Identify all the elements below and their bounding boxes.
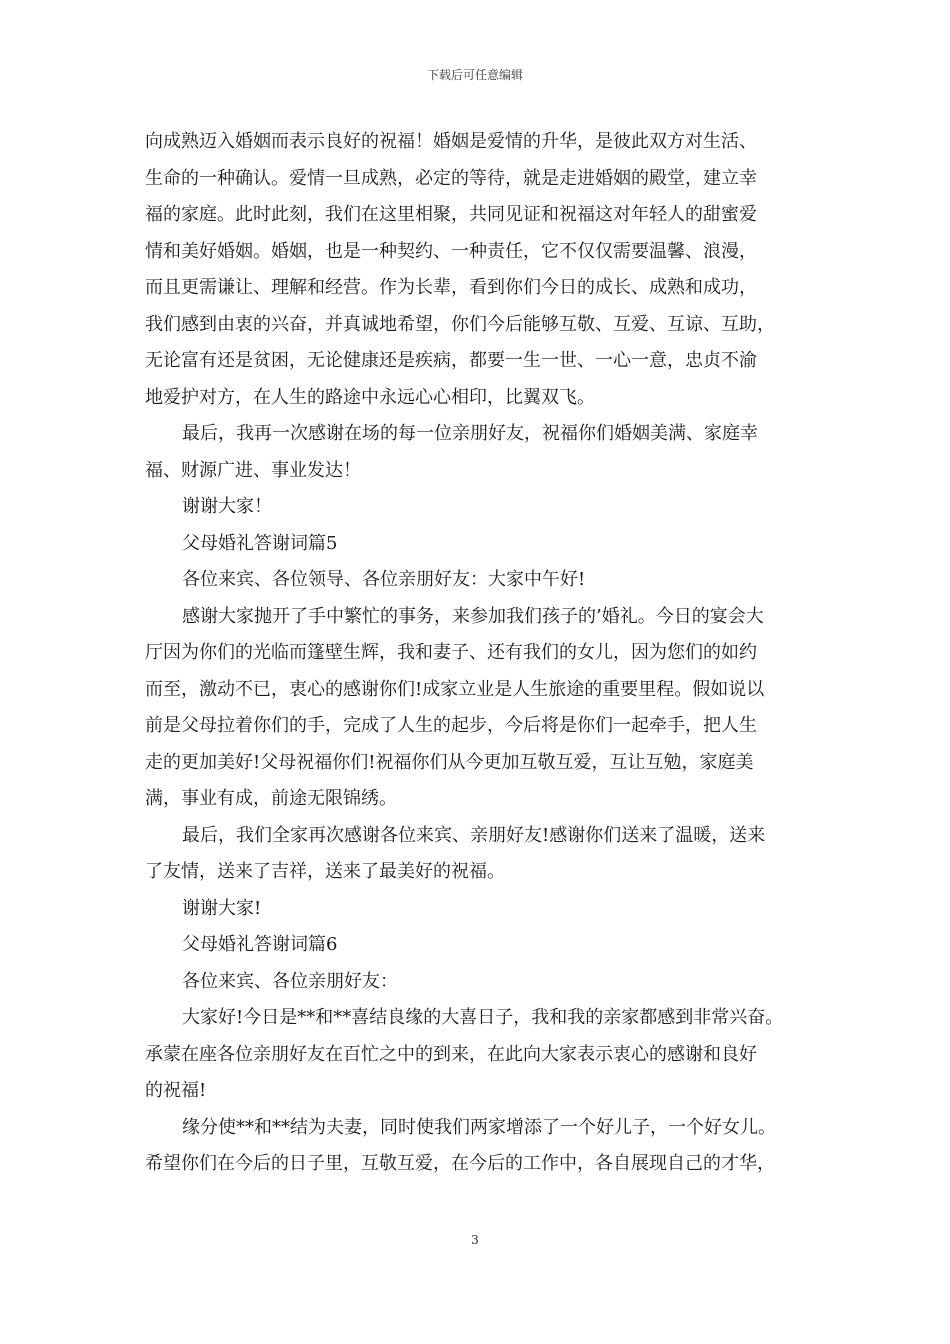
- section-heading: 父母婚礼答谢词篇6: [182, 934, 338, 955]
- text-line: 生命的一种确认。爱情一旦成熟，必定的等待，就是走进婚姻的殿堂，建立幸: [145, 167, 757, 189]
- text-line: 而至，激动不已，衷心的感谢你们!成家立业是人生旅途的重要里程。假如说以: [145, 678, 765, 700]
- section-heading: 父母婚礼答谢词篇5: [182, 532, 338, 554]
- document-body: [145, 124, 813, 1183]
- text-line: 福的家庭。此时此刻，我们在这里相聚，共同见证和祝福这对年轻人的甜蜜爱: [145, 204, 757, 225]
- paragraph-start-line: 缘分使**和**结为夫妻，同时使我们两家增添了一个好儿子，一个好女儿。: [182, 1116, 776, 1138]
- page-header: 下载后可任意编辑: [426, 68, 523, 82]
- text-line: 了友情，送来了吉祥，送来了最美好的祝福。: [145, 861, 505, 882]
- salutation-line: 各位来宾、各位亲朋好友：: [182, 970, 398, 992]
- text-line: 前是父母拉着你们的手，完成了人生的起步，今后将是你们一起牵手，把人生: [145, 715, 757, 736]
- text-line: 我们感到由衷的兴奋，并真诚地希望，你们今后能够互敬、互爱、互谅、互助，: [145, 313, 775, 335]
- text-line: 地爱护对方，在人生的路途中永远心心相印，比翼双飞。: [145, 386, 595, 408]
- salutation-line: 各位来宾、各位领导、各位亲朋好友：大家中午好!: [182, 569, 586, 590]
- text-line: 满，事业有成，前途无限锦绣。: [145, 788, 397, 809]
- text-line: 希望你们在今后的日子里，互敬互爱，在今后的工作中，各自展现自己的才华，: [145, 1153, 775, 1174]
- text-line: 的祝福!: [145, 1080, 207, 1101]
- paragraph-start-line: 最后，我们全家再次感谢各位来宾、亲朋好友!感谢你们送来了温暖，送来: [182, 824, 766, 846]
- thanks-line: 谢谢大家！: [182, 496, 272, 517]
- text-line: 走的更加美好!父母祝福你们!祝福你们从今更加互敬互爱，互让互勉，家庭美: [145, 751, 754, 773]
- paragraph-start-line: 最后，我再一次感谢在场的每一位亲朋好友，祝福你们婚姻美满、家庭幸: [182, 423, 758, 444]
- paragraph-start-line: 感谢大家抛开了手中繁忙的事务，来参加我们孩子的’婚礼。今日的宴会大: [182, 605, 764, 627]
- paragraph-start-line: 大家好!今日是**和**喜结良缘的大喜日子，我和我的亲家都感到非常兴奋。: [182, 1007, 784, 1028]
- text-line: 厅因为你们的光临而篷壁生辉，我和妻子、还有我们的女儿，因为您们的如约: [145, 642, 757, 663]
- page-number: 3: [471, 1233, 479, 1247]
- text-line: 承蒙在座各位亲朋好友在百忙之中的到来，在此向大家表示衷心的感谢和良好: [145, 1043, 757, 1065]
- text-line: 向成熟迈入婚姻而表示良好的祝福！婚姻是爱情的升华，是彼此双方对生活、: [145, 131, 757, 152]
- text-line: 福、财源广进、事业发达！: [145, 459, 361, 481]
- text-line: 而且更需谦让、理解和经营。作为长辈，看到你们今日的成长、成熟和成功，: [145, 277, 757, 298]
- thanks-line: 谢谢大家!: [182, 897, 262, 919]
- text-line: 无论富有还是贫困，无论健康还是疾病，都要一生一世、一心一意，忠贞不渝: [145, 350, 757, 371]
- text-line: 情和美好婚姻。婚姻，也是一种契约、一种责任，它不仅仅需要温馨、浪漫，: [145, 240, 757, 262]
